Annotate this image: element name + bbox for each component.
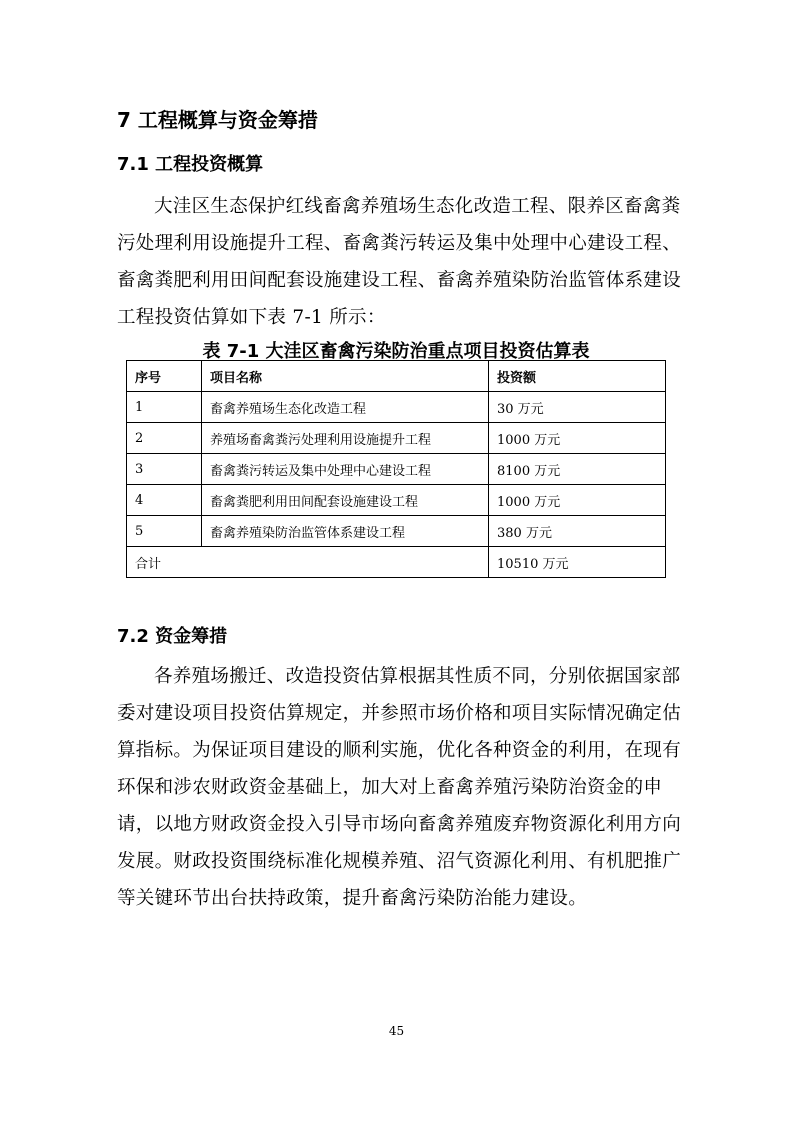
investment-table [126,360,666,578]
subsection-title-7-2: 7.2 资金筹措 [117,626,228,647]
table-caption: 表 7-1 大洼区畜禽污染防治重点项目投资估算表 [202,341,590,362]
cell-index: 5 [127,516,202,547]
cell-investment: 1000 万元 [489,485,666,516]
cell-project-name: 畜禽养殖染防治监管体系建设工程 [202,516,489,547]
cell-investment: 380 万元 [489,516,666,547]
cell-project-name: 畜禽养殖场生态化改造工程 [202,392,489,423]
cell-investment: 30 万元 [489,392,666,423]
page-number: 45 [388,1024,405,1038]
cell-investment: 8100 万元 [489,454,666,485]
header-investment: 投资额 [489,361,666,392]
section-title: 7 工程概算与资金筹措 [117,108,318,132]
cell-investment: 1000 万元 [489,423,666,454]
subsection-title-7-1: 7.1 工程投资概算 [117,154,264,175]
cell-project-name: 养殖场畜禽粪污处理利用设施提升工程 [202,423,489,454]
cell-project-name: 畜禽粪污转运及集中处理中心建设工程 [202,454,489,485]
table-header-row [127,361,666,392]
header-project-name: 项目名称 [202,361,489,392]
cell-index: 4 [127,485,202,516]
table-total-row [127,547,666,578]
table-row [127,454,666,485]
cell-total-value: 10510 万元 [489,547,666,578]
table-row [127,392,666,423]
cell-index: 1 [127,392,202,423]
cell-total-label: 合计 [127,547,489,578]
cell-index: 3 [127,454,202,485]
cell-index: 2 [127,423,202,454]
table-row [127,485,666,516]
table-row [127,516,666,547]
header-index: 序号 [127,361,202,392]
paragraph-investment-overview: 大洼区生态保护红线畜禽养殖场生态化改造工程、限养区畜禽粪污处理利用设施提升工程、畜禽粪污转运及集中处理中心建设工程、畜禽粪肥利用田间配套设施建设工程、畜禽养殖染防治监管体系建设工程投资估算如下表 7-1 所示： [117,196,682,328]
cell-project-name: 畜禽粪肥利用田间配套设施建设工程 [202,485,489,516]
paragraph-funding: 各养殖场搬迁、改造投资估算根据其性质不同，分别依据国家部委对建设项目投资估算规定，并参照市场价格和项目实际情况确定估算指标。为保证项目建设的顺利实施，优化各种资金的利用，在现有环保和涉农财政资金基础上，加大对上畜禽养殖污染防治资金的申请，以地方财政资金投入引导市场向畜禽养殖废弃物资源化利用方向发展。财政投资围绕标准化规模养殖、沼气资源化利用、有机肥推广等关键环节出台扶持政策，提升畜禽污染防治能力建设。 [117,666,682,909]
table-row [127,423,666,454]
